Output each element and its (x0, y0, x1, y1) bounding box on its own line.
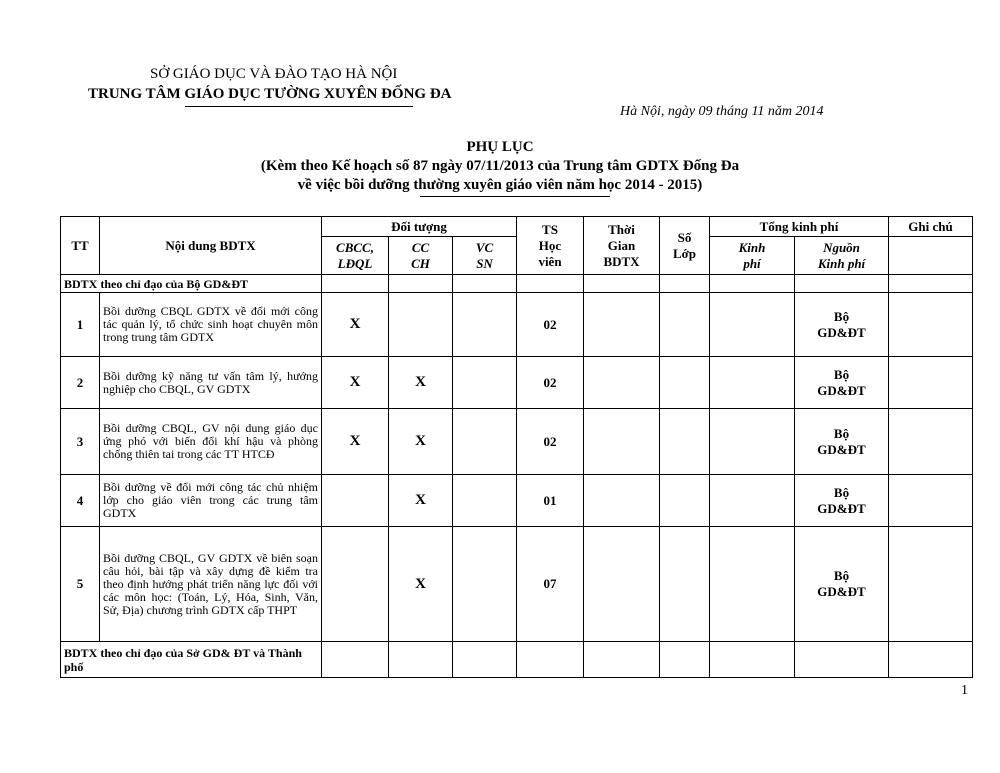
header-cbcc: CBCC, LĐQL (322, 237, 389, 275)
row-tt: 5 (61, 527, 100, 642)
header-ts-hoc-vien: TS Học viên (517, 217, 584, 275)
section-row-2 (61, 642, 973, 678)
row-cbcc (322, 475, 389, 527)
row-vc (453, 527, 517, 642)
org-line-1: SỞ GIÁO DỤC VÀ ĐÀO TẠO HÀ NỘI (150, 66, 398, 82)
row-nguon: Bộ GD&ĐT (795, 357, 889, 409)
header-doi-tuong: Đối tượng (322, 217, 517, 237)
row-tt: 1 (61, 293, 100, 357)
title-underline (420, 196, 610, 197)
table-row (61, 357, 973, 409)
title-line-2: (Kèm theo Kế hoạch số 87 ngày 07/11/2013 của Trung tâm GDTX Đống Đa (260, 158, 740, 174)
row-ts: 07 (517, 527, 584, 642)
header-noi-dung: Nội dung BDTX (100, 217, 322, 275)
row-vc (453, 293, 517, 357)
header-so-lop: Số Lớp (660, 217, 710, 275)
row-vc (453, 357, 517, 409)
table-row (61, 527, 973, 642)
row-ts: 02 (517, 409, 584, 475)
date-line: Hà Nội, ngày 09 tháng 11 năm 2014 (620, 104, 824, 119)
row-ts: 01 (517, 475, 584, 527)
row-cbcc (322, 527, 389, 642)
header-thoi-gian: Thời Gian BDTX (584, 217, 660, 275)
row-nguon: Bộ GD&ĐT (795, 293, 889, 357)
row-ts: 02 (517, 357, 584, 409)
row-nguon: Bộ GD&ĐT (795, 475, 889, 527)
table-row (61, 293, 973, 357)
row-content: Bồi dưỡng CBQL, GV nội dung giáo dục ứng phó với biến đổi khí hậu và phòng chống thiên tai trong các TT HTCĐ (100, 409, 322, 475)
table-row (61, 475, 973, 527)
row-ts: 02 (517, 293, 584, 357)
section-2-label: BDTX theo chỉ đạo của Sở GD& ĐT và Thành phố (61, 642, 322, 678)
header-cc: CC CH (389, 237, 453, 275)
header-kinh-phi: Kinh phí (710, 237, 795, 275)
row-nguon: Bộ GD&ĐT (795, 409, 889, 475)
row-tt: 3 (61, 409, 100, 475)
row-content: Bồi dưỡng CBQL, GV GDTX về biên soạn câu hỏi, bài tập và xây dựng đề kiểm tra theo định hướng phát triển năng lực đối với các môn học: (Toán, Lý, Hóa, Sinh, Văn, Sử, Địa) chương trình GDTX cấp THPT (100, 527, 322, 642)
row-cbcc: X (322, 409, 389, 475)
org-underline (185, 106, 413, 107)
row-content: Bồi dưỡng về đổi mới công tác chủ nhiệm lớp cho giáo viên trong các trung tâm GDTX (100, 475, 322, 527)
section-row-1 (61, 275, 973, 293)
header-tong-kinh-phi: Tổng kinh phí (710, 217, 889, 237)
row-vc (453, 409, 517, 475)
header-ghi-chu: Ghi chú (889, 217, 973, 237)
header-nguon-kinh-phi: Nguồn Kinh phí (795, 237, 889, 275)
page-number: 1 (961, 683, 968, 698)
section-1-label: BDTX theo chỉ đạo của Bộ GD&ĐT (61, 275, 322, 293)
row-cbcc: X (322, 293, 389, 357)
row-cc: X (389, 409, 453, 475)
row-cc: X (389, 527, 453, 642)
row-nguon: Bộ GD&ĐT (795, 527, 889, 642)
row-tt: 2 (61, 357, 100, 409)
row-cbcc: X (322, 357, 389, 409)
row-cc: X (389, 475, 453, 527)
appendix-table (60, 216, 973, 678)
row-tt: 4 (61, 475, 100, 527)
row-cc: X (389, 357, 453, 409)
row-vc (453, 475, 517, 527)
header-tt: TT (61, 217, 100, 275)
row-content: Bồi dưỡng kỹ năng tư vấn tâm lý, hướng nghiệp cho CBQL, GV GDTX (100, 357, 322, 409)
header-ghi-chu-blank (889, 237, 973, 275)
row-content: Bồi dưỡng CBQL GDTX về đổi mới công tác quản lý, tổ chức sinh hoạt chuyên môn trong trung tâm GDTX (100, 293, 322, 357)
header-vc: VC SN (453, 237, 517, 275)
title-line-1: PHỤ LỤC (466, 139, 534, 155)
row-cc (389, 293, 453, 357)
title-line-3: về việc bồi dưỡng thường xuyên giáo viên năm học 2014 - 2015) (297, 177, 703, 193)
org-line-2: TRUNG TÂM GIÁO DỤC TƯỜNG XUYÊN ĐỐNG ĐA (88, 86, 452, 102)
table-row (61, 409, 973, 475)
